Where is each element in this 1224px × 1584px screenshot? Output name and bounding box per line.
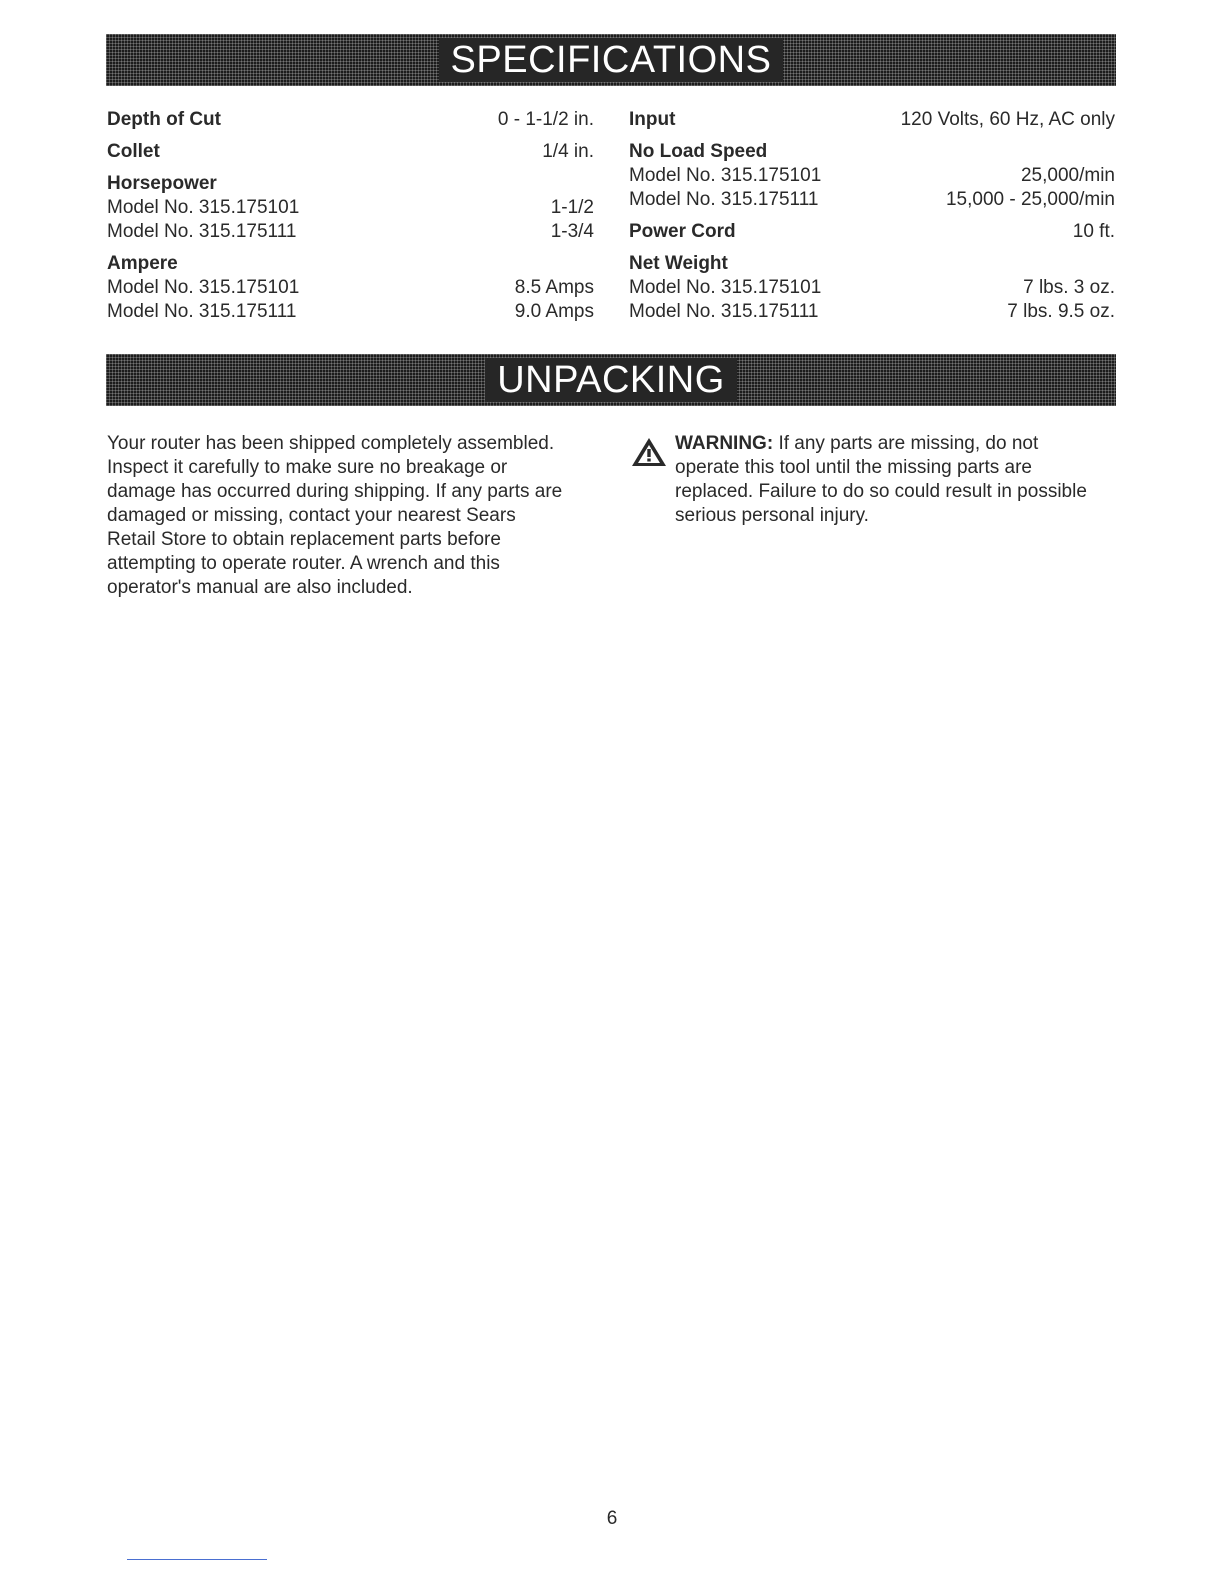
spec-model-label: Model No. 315.175111 <box>629 189 819 210</box>
spec-net-weight-head: Net Weight <box>629 253 728 274</box>
warning-label: WARNING: <box>675 433 774 454</box>
spec-model-label: Model No. 315.175101 <box>629 165 822 186</box>
warning-first-line <box>675 432 1120 456</box>
spec-model-label: Model No. 315.175101 <box>107 197 300 218</box>
spec-horsepower-head: Horsepower <box>107 173 217 194</box>
spec-row <box>629 300 1115 324</box>
warning-block <box>675 432 1120 528</box>
specs-right-column <box>629 108 1115 324</box>
paragraph-line: operator's manual are also included. <box>107 577 413 598</box>
spec-model-value: 8.5 Amps <box>514 277 594 298</box>
specifications-title: SPECIFICATIONS <box>439 38 784 82</box>
spec-value: 10 ft. <box>1072 221 1115 242</box>
spec-model-value: 1-3/4 <box>550 221 594 242</box>
spec-ampere-head: Ampere <box>107 253 178 274</box>
page-number: 6 <box>606 1508 618 1529</box>
spec-model-value: 1-1/2 <box>550 197 594 218</box>
warning-triangle-icon <box>631 437 667 467</box>
spec-row <box>107 276 594 300</box>
spec-model-label: Model No. 315.175111 <box>107 221 297 242</box>
unpacking-title: UNPACKING <box>485 358 737 402</box>
spec-row <box>107 300 594 324</box>
warning-text: If any parts are missing, do not <box>778 433 1039 454</box>
paragraph-line: damaged or missing, contact your nearest Sears <box>107 505 516 526</box>
spec-collet <box>107 140 594 164</box>
specs-left-column <box>107 108 594 324</box>
spec-row <box>107 196 594 220</box>
spec-value: 120 Volts, 60 Hz, AC only <box>900 109 1115 130</box>
spec-model-value: 7 lbs. 3 oz. <box>1023 277 1115 298</box>
spec-value: 0 - 1-1/2 in. <box>497 109 594 130</box>
spec-row <box>629 276 1115 300</box>
footer-rule <box>127 1559 267 1560</box>
paragraph-line: Inspect it carefully to make sure no breakage or <box>107 457 508 478</box>
unpacking-paragraph <box>107 432 607 600</box>
paragraph-line: Retail Store to obtain replacement parts before <box>107 529 501 550</box>
spec-row <box>629 164 1115 188</box>
specifications-banner <box>106 34 1116 86</box>
spec-model-value: 25,000/min <box>1020 165 1115 186</box>
spec-model-label: Model No. 315.175101 <box>107 277 300 298</box>
spec-input <box>629 108 1115 132</box>
spec-no-load-speed-head: No Load Speed <box>629 141 768 162</box>
spec-model-label: Model No. 315.175111 <box>629 301 819 322</box>
spec-head: Collet <box>107 141 160 162</box>
spec-head: Depth of Cut <box>107 109 221 130</box>
spec-power-cord <box>629 220 1115 244</box>
spec-model-value: 9.0 Amps <box>514 301 594 322</box>
paragraph-line: attempting to operate router. A wrench and this <box>107 553 500 574</box>
spec-row <box>629 188 1115 212</box>
paragraph-line: damage has occurred during shipping. If any parts are <box>107 481 563 502</box>
spec-model-value: 15,000 - 25,000/min <box>945 189 1115 210</box>
spec-depth-of-cut <box>107 108 594 132</box>
spec-model-label: Model No. 315.175111 <box>107 301 297 322</box>
spec-head: Input <box>629 109 676 130</box>
warning-line: replaced. Failure to do so could result in possible <box>675 481 1087 502</box>
warning-line: serious personal injury. <box>675 505 869 526</box>
spec-model-label: Model No. 315.175101 <box>629 277 822 298</box>
spec-model-value: 7 lbs. 9.5 oz. <box>1007 301 1115 322</box>
spec-value: 1/4 in. <box>542 141 594 162</box>
spec-head: Power Cord <box>629 221 736 242</box>
warning-line: operate this tool until the missing parts are <box>675 457 1032 478</box>
paragraph-line: Your router has been shipped completely assembled. <box>107 433 555 454</box>
spec-row <box>107 220 594 244</box>
unpacking-banner <box>106 354 1116 406</box>
